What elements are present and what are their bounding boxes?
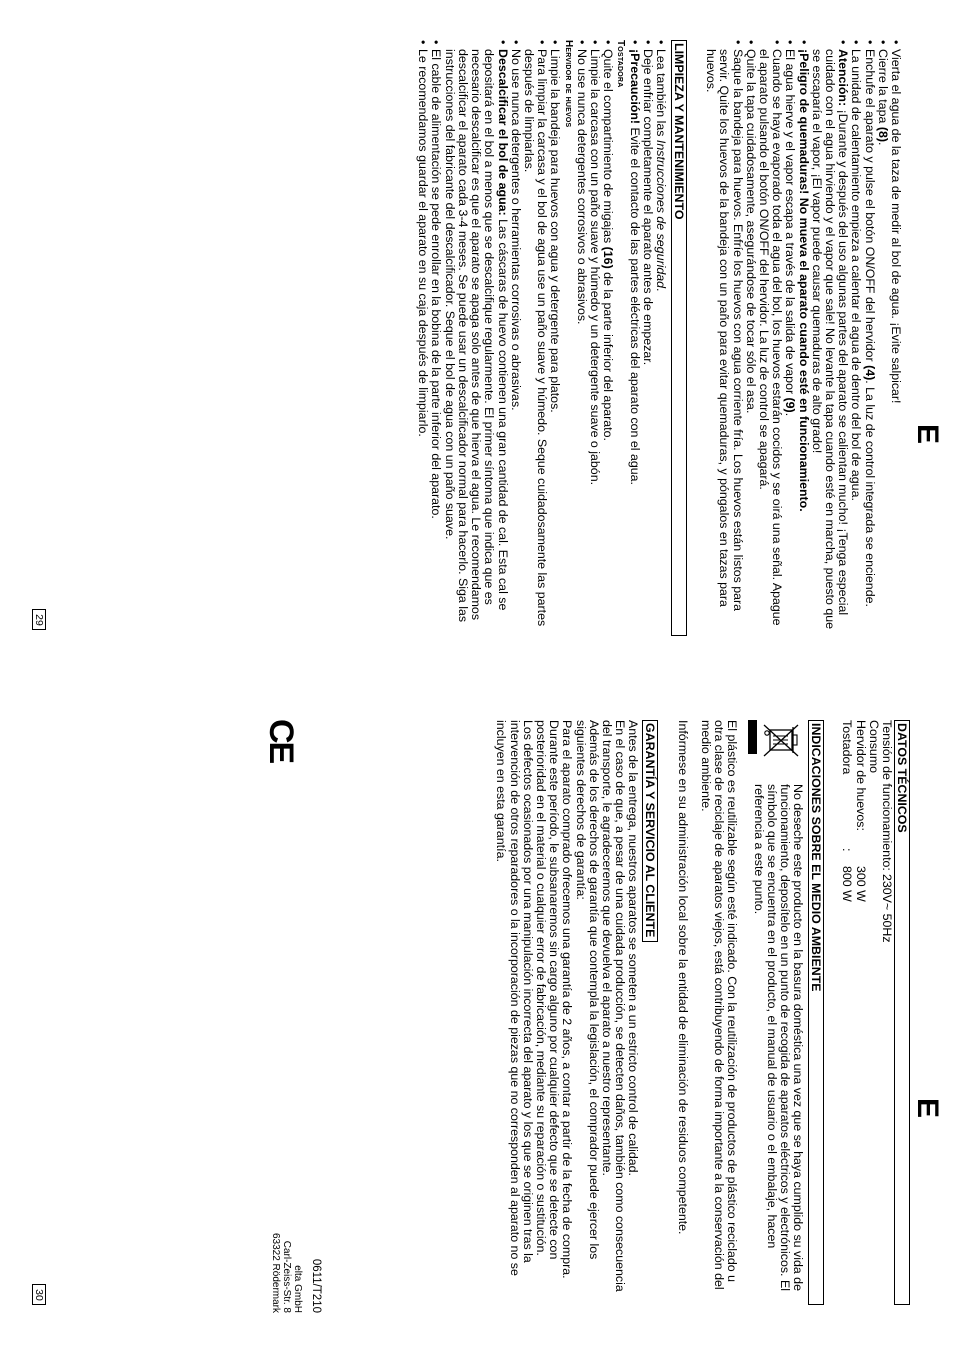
warranty-paragraph: Los defectos ocasionados por una manipulación incorrecta del aparato y los que se originen tras la intervención de otros reparadores o la incorporación de piezas que no corresponden al aparato no se incluyen en esta garantía. xyxy=(494,720,535,1276)
manufacturer-address xyxy=(270,1218,322,1313)
list-item: • Vierta el agua de la taza de medir al bol de agua. ¡Evite salpicar! xyxy=(889,40,902,636)
tech-row xyxy=(853,720,866,1305)
list-item: • Enchufe el aparato y pulse el botón ON/OFF del hervidor (4). La luz de control integrada se enciende. xyxy=(862,40,875,636)
cleaning-section xyxy=(416,40,667,636)
environment-info-text: Infórmese en su administración local sobre la entidad de eliminación de residuos competente. xyxy=(675,720,690,1235)
warranty-heading: GARANTÍA Y SERVICIO AL CLIENTE xyxy=(642,720,658,942)
tech-row xyxy=(880,720,893,1305)
list-item: • Atención: ¡Durante y después del uso algunas partes del aparato se calientan mucho! ¡Tenga especial cuidado con el agua hirviendo y el vapor que sale! No levante la tapa cuando esté en marcha, puesto que se escaparía el vapor, ¡El vapor puede causar quemaduras de alto grado! xyxy=(810,40,850,636)
list-item: • El cable de alimentación se pede enrollar en la bobina de la parte inferior del aparato. xyxy=(429,40,442,636)
list-item: • Limpie la bandeja para huevos con agua y detergente para platos. xyxy=(548,40,561,636)
company-name: elta GmbH xyxy=(292,1265,303,1313)
list-item: • El agua hierve y el vapor escapa a través de la salida de vapor (9). xyxy=(783,40,796,636)
warranty-section xyxy=(494,720,639,1305)
environment-weee xyxy=(748,720,804,1305)
list-item: • Lea también las Instrucciones de seguridad. xyxy=(654,40,667,636)
warranty-paragraph: Para el aparato comprado ofrecemos una garantía de 2 años, a contar a partir de la fecha de compra. Durante este período, le subsanaremos sin cargo alguno por cualquier defecto que se detecte con posterioridad en el material o cualquier error de fabricación, mediante su reparación o sustitución. xyxy=(533,720,575,1279)
environment-text: No deseche este producto en la basura doméstica una vez que se haya cumplido su vida de funcionamiento, deposítelo en un punto de recogida de aparatos eléctricos y electrónicos. El símbolo que se encuentra en el producto, el manual de usuario o el embalaje, hacen referencia a este punto. xyxy=(751,784,806,1291)
document-code: 0611/T210 xyxy=(310,1258,322,1313)
ce-mark: CE xyxy=(262,719,300,763)
section-letter-left: E xyxy=(911,424,944,445)
list-item: • Deje enfriar completamente el aparato antes de empezar. xyxy=(641,40,654,636)
list-item: • ¡Peligro de quemaduras! No mueva el aparato cuando esté en funcionamiento. xyxy=(796,40,809,636)
company-street: Carl-Zeiss-Str. 8 xyxy=(281,1240,292,1313)
environment-plastic-text: El plástico es reutilizable según esté indicado. Con la reutilización de productos de plástico reciclado u otra clase de reciclaje de aparatos viejos, está contribuyendo de forma importante a la conservación del medio ambiente. xyxy=(698,720,740,1290)
list-item: • ¡Precaución! Evite el contacto de las partes eléctricas del aparato con el agua. xyxy=(627,40,640,636)
tech-label: Tostadora xyxy=(840,720,855,775)
tech-value: 230V~ 50Hz xyxy=(880,874,894,943)
tech-heading: DATOS TÉCNICOS xyxy=(894,720,910,1305)
warranty-paragraph: En el caso de que, a pesar de una cuidada producción, se detecten daños, también como consecuencia del transporte, le agradeceremos que devuelva el aparato a nuestro representante. xyxy=(599,720,628,1292)
tech-data xyxy=(840,720,893,1305)
tech-sep xyxy=(853,848,866,866)
list-item: • Cierre la tapa (8). xyxy=(876,40,889,636)
list-item: • Para limpiar la carcasa y el bol de agua use un paño suave y húmedo. Seque cuidadosamente las partes después de limpiarlas. xyxy=(522,40,548,636)
list-item: • La unidad de calentamiento empieza a calentar el agua de dentro del bol de agua. xyxy=(849,40,862,636)
boiling-instructions xyxy=(704,40,902,636)
list-item: • Quite la tapa cuidadosamente, asegurándose de tocar sólo el asa. xyxy=(744,40,757,636)
list-item: • Quite el compartimiento de migajas (16) de la parte inferior del aparato. xyxy=(601,40,614,636)
cleaning-heading: LIMPIEZA Y MANTENIMIENTO xyxy=(671,40,687,636)
page-number-right: 30 xyxy=(32,1284,46,1305)
list-item: • Le recomendamos guardar el aparato en su caja después de limpiarlo. xyxy=(416,40,429,636)
warranty-paragraph: Además de los derechos de garantía que contempla la legislación, el comprador puede ejercer los siguientes derechos de garantía: xyxy=(573,720,601,1260)
section-letter-right: E xyxy=(911,1098,944,1119)
list-item: • No use nunca detergentes corrosivos o abrasivos. xyxy=(575,40,588,636)
weee-bar xyxy=(748,720,757,754)
list-item: • Descalcificar el bol de agua: Las cáscaras de huevo contienen una gran cantidad de cal. Esta cal se depositará en el bol a menos que se descalcifique regularmente. El primer síntoma que indica que es necesario descalcificar es que el aparato se apaga solo antes de que hierva el agua. Le recomendamos descalcificar el aparato cada 3-4 meses. Se puede usar un descalcificador normal para hacerlo. Siga las instrucciones del fabricante del descalcificador. Seque el bol de agua con un paño suave. xyxy=(443,40,509,636)
environment-heading: INDICACIONES SOBRE EL MEDIO AMBIENTE xyxy=(808,720,824,1305)
list-item: • Saque la bandeja para huevos. Enfríe los huevos con agua corriente fría. Los huevos están listos para servir. Quite los huevos de la bandeja con un paño para evitar quemaduras, y póngalos en tazas para huevos. xyxy=(704,40,744,636)
warranty-paragraph: Antes de la entrega, nuestros aparatos se someten a un estricto control de calidad. xyxy=(626,720,641,1176)
tech-consumption-label: Consumo xyxy=(866,720,881,774)
left-page-content xyxy=(416,40,902,636)
list-item: • No use nunca detergentes o herramientas corrosivas o abrasivas. xyxy=(509,40,522,636)
crossed-bin-icon xyxy=(748,720,804,784)
list-item: • Limpie la carcasa con un paño suave y húmedo y un detergente suave o jabón. xyxy=(588,40,601,636)
tech-sep: : xyxy=(840,848,855,852)
tech-value: 800 W xyxy=(840,866,855,902)
tech-value: 300 W xyxy=(853,866,868,902)
tech-label: Tensión de funcionamiento: xyxy=(880,720,894,871)
eggboiler-subheading: Hervidor de huevos xyxy=(562,40,574,128)
list-item: • Cuando se haya evaporado toda el agua del bol, los huevos estarán cocidos y se oirá una señal. Apague el aparato pulsando el botón ON/OFF del hervidor. La luz de control se apagará. xyxy=(757,40,783,636)
tech-label: Hervidor de huevos: xyxy=(853,720,868,831)
right-page-content xyxy=(494,720,910,1305)
company-city: 63322 Rödermark xyxy=(270,1232,281,1313)
tech-row xyxy=(840,720,853,1305)
page-number-left: 29 xyxy=(32,609,46,630)
toaster-subheading: Tostadora xyxy=(615,40,627,88)
